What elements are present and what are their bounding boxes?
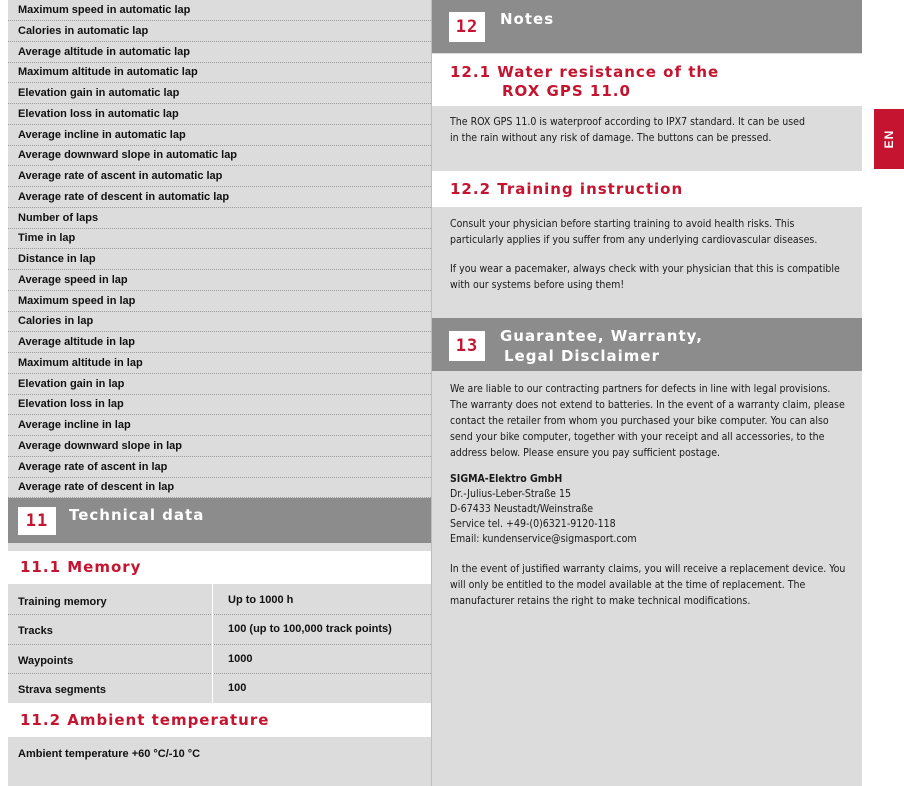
list-item: Elevation gain in lap	[8, 374, 431, 395]
memory-value: 100 (up to 100,000 track points)	[228, 623, 392, 635]
list-item: Elevation loss in automatic lap	[8, 104, 431, 125]
memory-label: Strava segments	[18, 684, 107, 696]
list-item: Maximum speed in automatic lap	[8, 0, 431, 21]
section-13-header	[432, 318, 862, 371]
right-column	[432, 0, 862, 786]
water-heading-line1: 12.1 Water resistance of the	[450, 63, 720, 81]
water-heading-line2: ROX GPS 11.0	[502, 82, 631, 100]
list-item: Elevation gain in automatic lap	[8, 83, 431, 104]
guarantee-text-1: We are liable to our contracting partners for defects in line with legal provisions. The warranty does not extend to batteries. In the event of a warranty claim, please contact the retailer from whom you purchased your bike computer. You can also send your bike computer, together with your receipt and all accessories, to the address below. Please ensure you pay sufficient postage.	[450, 383, 845, 459]
list-item: Number of laps	[8, 208, 431, 229]
training-text-2: If you wear a pacemaker, always check with your physician that this is compatible with our systems before using them!	[450, 263, 840, 291]
list-item: Average altitude in automatic lap	[8, 42, 431, 63]
section-11-header	[8, 498, 431, 543]
section-13-number: 13	[449, 331, 485, 361]
company-phone: Service tel. +49-(0)6321-9120-118	[450, 518, 616, 530]
list-item: Elevation loss in lap	[8, 394, 431, 415]
language-tab	[874, 109, 904, 169]
section-12-header	[432, 0, 862, 53]
list-item: Average incline in automatic lap	[8, 125, 431, 146]
list-item: Average downward slope in lap	[8, 436, 431, 457]
training-heading: 12.2 Training instruction	[450, 180, 684, 198]
list-item: Distance in lap	[8, 249, 431, 270]
memory-value: 1000	[228, 653, 253, 665]
section-13-title-line1: Guarantee, Warranty,	[500, 327, 703, 345]
section-13-title-line2: Legal Disclaimer	[504, 347, 660, 365]
ambient-heading: 11.2 Ambient temperature	[20, 711, 270, 729]
company-city: D-67433 Neustadt/Weinstraße	[450, 503, 594, 515]
list-item: Average altitude in lap	[8, 332, 431, 353]
language-tab-label: EN	[882, 129, 896, 149]
memory-label: Tracks	[18, 625, 53, 637]
list-item: Calories in automatic lap	[8, 21, 431, 42]
list-item: Average downward slope in automatic lap	[8, 145, 431, 166]
list-item: Average rate of descent in automatic lap	[8, 187, 431, 208]
list-item: Maximum altitude in lap	[8, 353, 431, 374]
list-item: Maximum altitude in automatic lap	[8, 62, 431, 83]
list-item: Average rate of ascent in lap	[8, 457, 431, 478]
company-name: SIGMA-Elektro GmbH	[450, 473, 563, 485]
list-item: Average rate of descent in lap	[8, 477, 431, 498]
list-item: Average rate of ascent in automatic lap	[8, 166, 431, 187]
memory-value: 100	[228, 682, 247, 694]
ambient-temperature-text: Ambient temperature +60 °C/-10 °C	[18, 748, 201, 760]
company-email: Email: kundenservice@sigmasport.com	[450, 533, 637, 545]
guarantee-text-2: In the event of justified warranty claims, you will receive a replacement device. You will only be entitled to the model available at the time of replacement. The manufacturer retains the right to make technical modifications.	[450, 563, 846, 607]
memory-value: Up to 1000 h	[228, 594, 294, 606]
table-column-divider	[212, 584, 213, 703]
training-heading-bar	[432, 171, 862, 207]
list-item: Time in lap	[8, 228, 431, 249]
section-12-number: 12	[449, 12, 485, 42]
memory-heading: 11.1 Memory	[20, 558, 142, 576]
section-12-title: Notes	[500, 10, 555, 28]
list-item: Average incline in lap	[8, 415, 431, 436]
memory-label: Waypoints	[18, 655, 74, 667]
company-street: Dr.-Julius-Leber-Straße 15	[450, 488, 572, 500]
left-column	[8, 0, 431, 786]
list-item: Average speed in lap	[8, 270, 431, 291]
list-item: Calories in lap	[8, 311, 431, 332]
section-11-title: Technical data	[69, 506, 205, 524]
memory-label: Training memory	[18, 596, 107, 608]
list-item: Maximum speed in lap	[8, 291, 431, 312]
water-heading-bar	[432, 54, 862, 106]
training-text-1: Consult your physician before starting training to avoid health risks. This particularly applies if you suffer from any underlying cardiovascular diseases.	[450, 218, 818, 246]
water-text: The ROX GPS 11.0 is waterproof according to IPX7 standard. It can be used in the rain without any risk of damage. The buttons can be pressed.	[450, 116, 805, 144]
section-11-number: 11	[18, 507, 56, 535]
ambient-heading-bar	[8, 703, 431, 737]
memory-heading-bar	[8, 551, 431, 584]
